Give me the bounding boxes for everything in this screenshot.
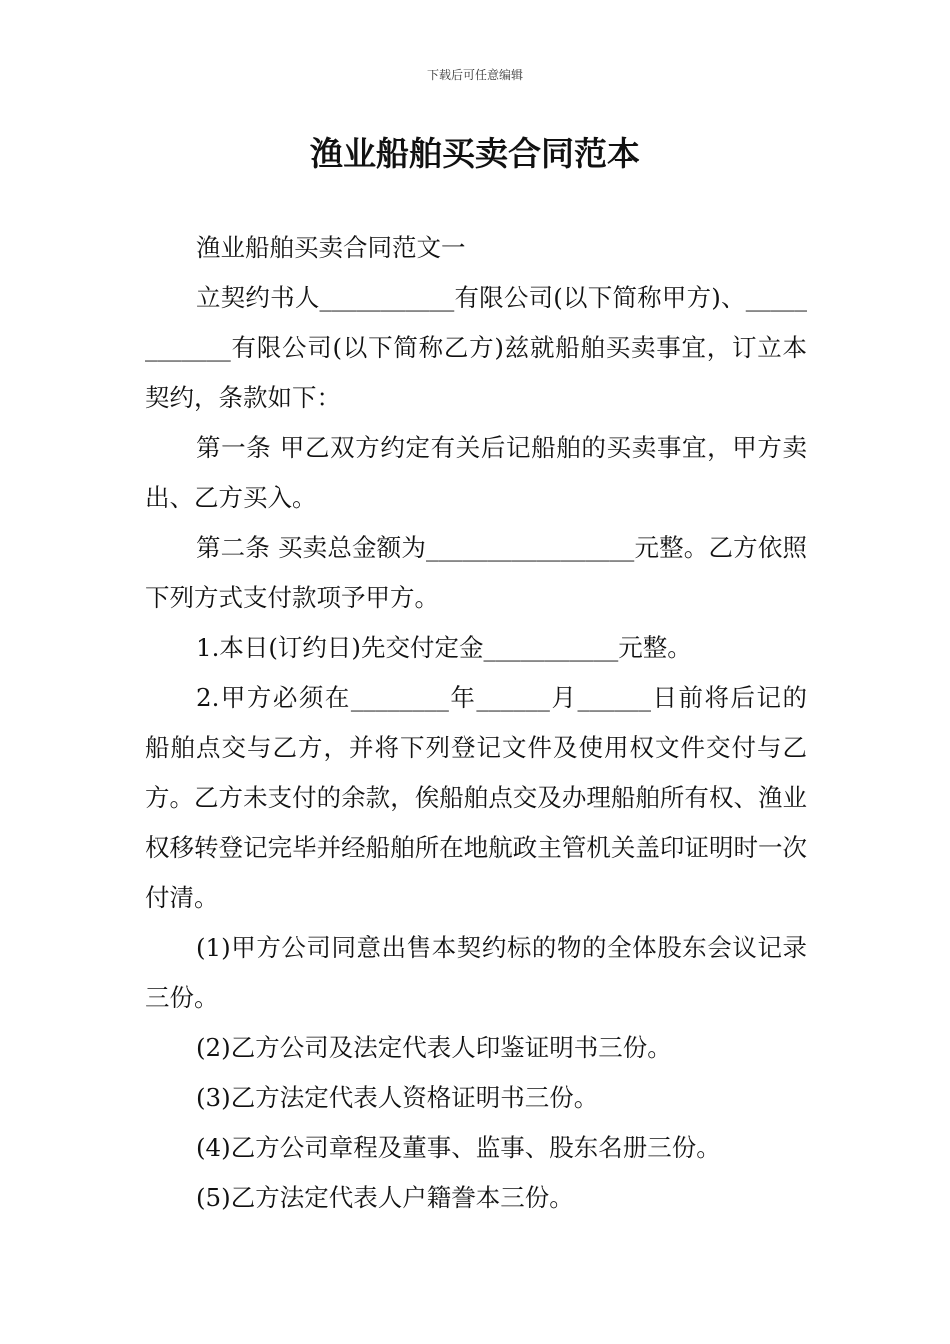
paragraph-article-2: 第二条 买卖总金额为_________________元整。乙方依照下列方式支付款项予甲方。 [145,533,807,612]
paragraph-item-2: 2.甲方必须在________年______月______日前将后记的船舶点交与乙方，并将下列登记文件及使用权文件交付与乙方。乙方未支付的余款，俟船舶点交及办理船舶所有权、渔业权移转登记完毕并经船舶所在地航政主管机关盖印证明时一次付清。 [145,683,807,912]
paragraph-doc-2: (2)乙方公司及法定代表人印鉴证明书三份。 [196,1033,672,1062]
header-note: 下载后可任意编辑 [426,68,523,82]
document-title: 渔业船舶买卖合同范本 [310,134,640,173]
paragraph-doc-4: (4)乙方公司章程及董事、监事、股东名册三份。 [196,1133,721,1162]
paragraph-article-1: 第一条 甲乙双方约定有关后记船舶的买卖事宜，甲方卖出、乙方买入。 [145,433,807,512]
paragraph-subtitle: 渔业船舶买卖合同范文一 [196,233,466,262]
document-body [145,223,807,1223]
paragraph-doc-5: (5)乙方法定代表人户籍誊本三份。 [196,1183,574,1212]
paragraph-doc-1: (1)甲方公司同意出售本契约标的物的全体股东会议记录三份。 [145,933,807,1012]
paragraph-item-1: 1.本日(订约日)先交付定金___________元整。 [196,633,692,662]
paragraph-doc-3: (3)乙方法定代表人资格证明书三份。 [196,1083,599,1112]
paragraph-parties: 立契约书人___________有限公司(以下简称甲方)、____________有限公司(以下简称乙方)兹就船舶买卖事宜，订立本契约，条款如下： [145,283,807,412]
